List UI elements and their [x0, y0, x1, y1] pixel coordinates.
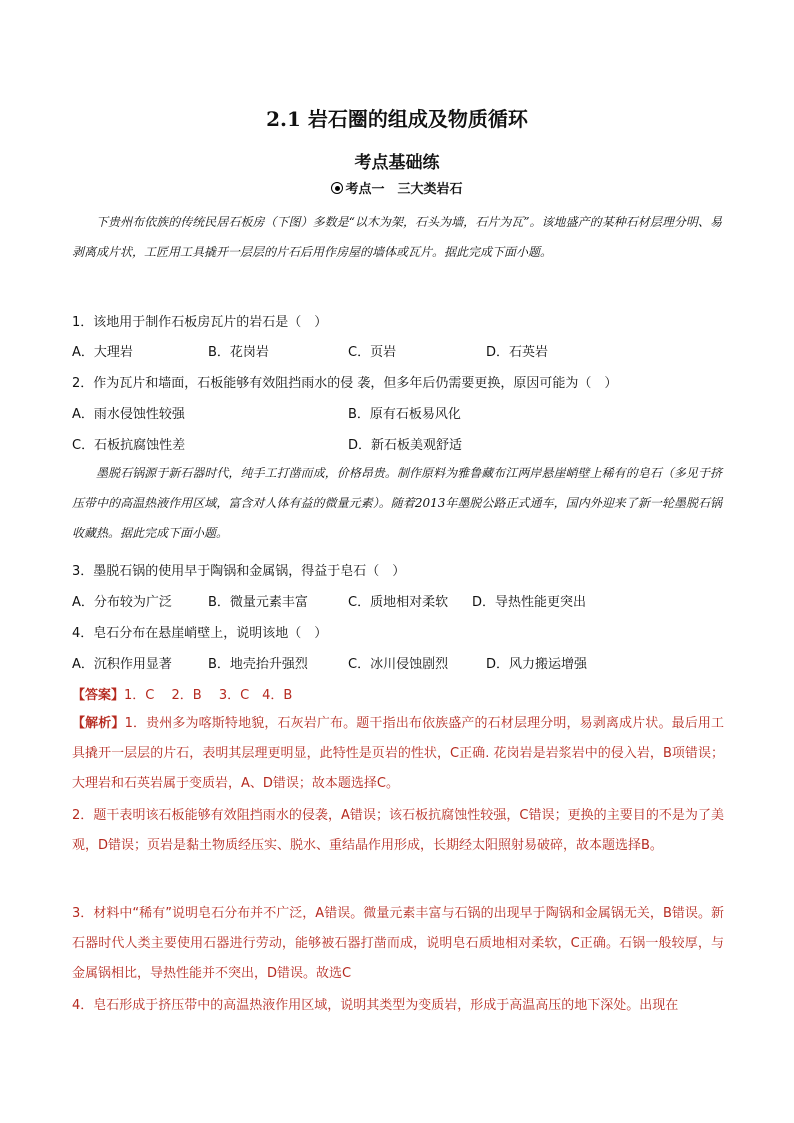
answer-text: 1．C 2．B 3．C 4．B [124, 688, 293, 703]
page-subtitle: 考点基础练 [354, 153, 440, 173]
question-2-option-b: B．原有石板易风化 [348, 407, 461, 422]
analysis-1 [72, 709, 724, 799]
question-3-option-d: D．导热性能更突出 [472, 595, 587, 610]
question-2-option-d: D．新石板美观舒适 [348, 438, 463, 453]
analysis-2: 2．题干表明该石板能够有效阻挡雨水的侵袭，A错误；该石板抗腐蚀性较强，C错误；更换的主要目的不是为了美观，D错误；页岩是黏土物质经压实、脱水、重结晶作用形成，长期经太阳照射易破碎，故本题选择B。 [72, 808, 724, 853]
question-4-option-b: B．地壳抬升强烈 [208, 657, 308, 672]
section-heading [0, 178, 794, 197]
question-4-option-c: C．冰川侵蚀剧烈 [348, 657, 449, 672]
analysis-3: 3．材料中“稀有”说明皂石分布并不广泛，A错误。微量元素丰富与石锅的出现早于陶锅和金属锅无关，B错误。新石器时代人类主要使用石器进行劳动，能够被石器打凿而成，说明皂石质地相对柔软，C正确。石锅一般较厚，与金属锅相比，导热性能并不突出，D错误。故选C [72, 906, 724, 981]
page-title: 2.1 岩石圈的组成及物质循环 [266, 107, 528, 131]
question-2-option-c: C．石板抗腐蚀性差 [72, 438, 186, 453]
answer-line [72, 684, 292, 703]
section-heading-text: 考点一 三大类岩石 [345, 182, 463, 197]
question-1-option-c: C．页岩 [348, 345, 397, 360]
question-3-option-c: C．质地相对柔软 [348, 595, 449, 610]
question-3-stem: 3．墨脱石锅的使用早于陶锅和金属锅，得益于皂石（ ） [72, 564, 406, 579]
question-1-option-b: B．花岗岩 [208, 345, 269, 360]
question-4-stem: 4．皂石分布在悬崖峭壁上，说明该地（ ） [72, 626, 328, 641]
passage-2: 墨脱石锅源于新石器时代，纯手工打凿而成，价格昂贵。制作原料为雅鲁藏布江两岸悬崖峭壁上稀有的皂石（多见于挤压带中的高温热液作用区域，富含对人体有益的微量元素）。随着2013年墨脱公路正式通车，国内外迎来了新一轮墨脱石锅收藏热。据此完成下面小题。 [72, 466, 722, 540]
question-1-stem: 1．该地用于制作石板房瓦片的岩石是（ ） [72, 315, 328, 330]
question-4-option-d: D．风力搬运增强 [486, 657, 588, 672]
question-3-option-b: B．微量元素丰富 [208, 595, 308, 610]
question-2-stem: 2．作为瓦片和墙面，石板能够有效阻挡雨水的侵 袭，但多年后仍需要更换，原因可能为（ ） [72, 376, 618, 391]
answer-label: 【答案】 [72, 688, 125, 703]
analysis-1-text: 1．贵州多为喀斯特地貌，石灰岩广布。题干指出布依族盛产的石材层理分明，易剥离成片状。最后用工具撬开一层层的片石，表明其层理更明显，此特性是页岩的性状，C正确. 花岗岩是岩浆岩中的侵入岩，B项错误；大理岩和石英岩属于变质岩，A、D错误；故本题选择C。 [72, 716, 724, 791]
passage-1: 下贵州布依族的传统民居石板房（下图）多数是“以木为架，石头为墙，石片为瓦”。该地盛产的某种石材层理分明、易剥离成片状，工匠用工具撬开一层层的片石后用作房屋的墙体或瓦片。据此完成下面小题。 [72, 215, 722, 259]
question-1-option-d: D．石英岩 [486, 345, 549, 360]
question-3-option-a: A．分布较为广泛 [72, 595, 172, 610]
question-4-option-a: A．沉积作用显著 [72, 657, 172, 672]
analysis-label: 【解析】 [72, 716, 125, 731]
analysis-4: 4．皂石形成于挤压带中的高温热液作用区域，说明其类型为变质岩，形成于高温高压的地下深处。出现在 [72, 998, 679, 1013]
question-2-option-a: A．雨水侵蚀性较强 [72, 407, 185, 422]
question-1-option-a: A．大理岩 [72, 345, 133, 360]
bullet-icon [331, 182, 343, 194]
